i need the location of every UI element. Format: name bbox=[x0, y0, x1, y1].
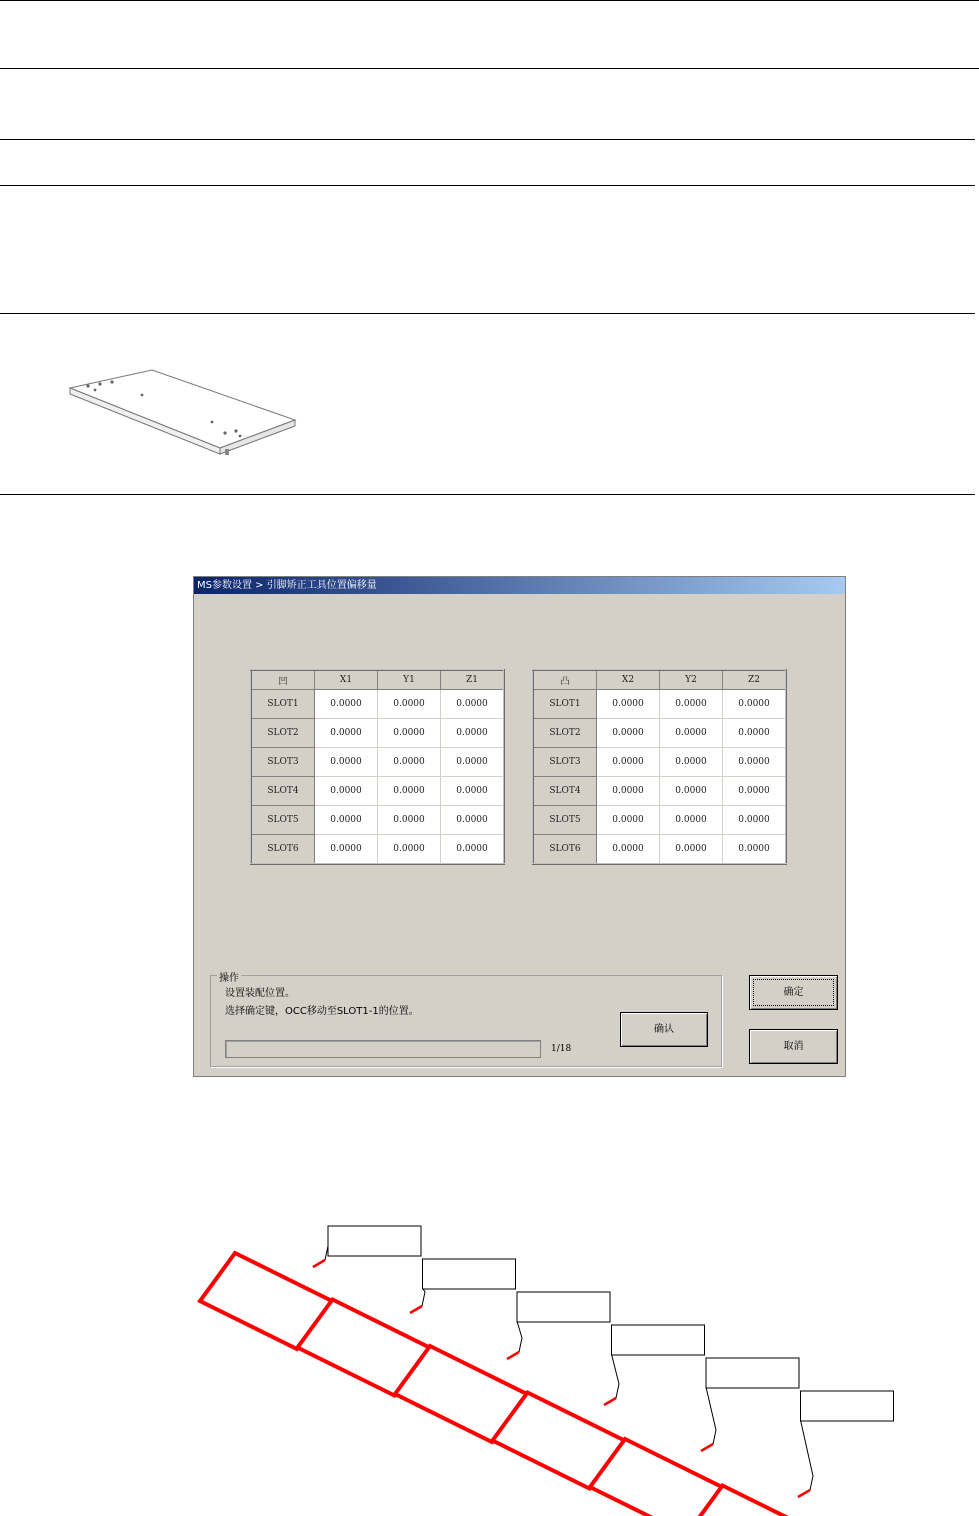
concave-value-cell[interactable]: 0.0000 bbox=[378, 777, 441, 806]
concave-slot-label: SLOT1 bbox=[251, 690, 315, 719]
convex-slot-label: SLOT5 bbox=[533, 806, 597, 835]
operation-instruction-2: 选择确定键，OCC移动至SLOT1-1的位置。 bbox=[225, 1006, 419, 1017]
concave-value-cell[interactable]: 0.0000 bbox=[315, 835, 378, 865]
dialog-title: MS参数设置 > 引脚矫正工具位置偏移量 bbox=[194, 577, 845, 594]
table-row bbox=[533, 835, 786, 865]
convex-value-cell[interactable]: 0.0000 bbox=[597, 806, 660, 835]
convex-header-2: Y2 bbox=[660, 670, 723, 690]
convex-value-cell[interactable]: 0.0000 bbox=[723, 806, 787, 835]
slot-label-box bbox=[423, 1259, 516, 1289]
concave-value-cell[interactable]: 0.0000 bbox=[378, 719, 441, 748]
concave-slot-label: SLOT3 bbox=[251, 748, 315, 777]
concave-value-cell[interactable]: 0.0000 bbox=[315, 690, 378, 719]
slot-leader-line bbox=[706, 1387, 716, 1444]
concave-slot-label: SLOT2 bbox=[251, 719, 315, 748]
table-row bbox=[251, 719, 504, 748]
operation-group-label: 操作 bbox=[217, 969, 241, 984]
convex-value-cell[interactable]: 0.0000 bbox=[597, 777, 660, 806]
convex-value-cell[interactable]: 0.0000 bbox=[660, 719, 723, 748]
concave-value-cell[interactable]: 0.0000 bbox=[315, 777, 378, 806]
slot-layout-diagram bbox=[0, 1215, 979, 1516]
concave-header-0: 凹 bbox=[251, 670, 315, 690]
slot-label-box bbox=[801, 1391, 894, 1421]
ok-button[interactable]: 确定 bbox=[749, 975, 838, 1010]
concave-value-cell[interactable]: 0.0000 bbox=[378, 835, 441, 865]
slot-leader-line bbox=[612, 1354, 620, 1398]
slot-label-box bbox=[706, 1358, 799, 1388]
slot-leader-tick bbox=[410, 1306, 422, 1313]
convex-value-cell[interactable]: 0.0000 bbox=[597, 719, 660, 748]
table-row bbox=[533, 777, 786, 806]
convex-slot-label: SLOT4 bbox=[533, 777, 597, 806]
table-row bbox=[533, 690, 786, 719]
convex-value-cell[interactable]: 0.0000 bbox=[660, 748, 723, 777]
slot-leader-line bbox=[422, 1288, 425, 1306]
concave-value-cell[interactable]: 0.0000 bbox=[378, 690, 441, 719]
convex-value-cell[interactable]: 0.0000 bbox=[660, 806, 723, 835]
slot-leader-line bbox=[801, 1420, 814, 1490]
slot-leader-tick bbox=[313, 1260, 325, 1267]
tool-plate-illustration bbox=[60, 360, 310, 460]
concave-value-cell[interactable]: 0.0000 bbox=[441, 806, 505, 835]
convex-slot-label: SLOT1 bbox=[533, 690, 597, 719]
concave-value-cell[interactable]: 0.0000 bbox=[441, 777, 505, 806]
convex-value-cell[interactable]: 0.0000 bbox=[597, 690, 660, 719]
concave-value-cell[interactable]: 0.0000 bbox=[315, 719, 378, 748]
table-rule-6 bbox=[0, 494, 975, 495]
cancel-button[interactable]: 取消 bbox=[749, 1029, 838, 1064]
concave-header-1: X1 bbox=[315, 670, 378, 690]
table-row bbox=[533, 748, 786, 777]
slot-label-box bbox=[328, 1226, 421, 1256]
concave-value-cell[interactable]: 0.0000 bbox=[315, 748, 378, 777]
slot-leader-tick bbox=[701, 1444, 713, 1451]
concave-value-cell[interactable]: 0.0000 bbox=[315, 806, 378, 835]
concave-value-cell[interactable]: 0.0000 bbox=[441, 835, 505, 865]
table-rule-5 bbox=[0, 313, 975, 314]
concave-header-2: Y1 bbox=[378, 670, 441, 690]
concave-slot-label: SLOT4 bbox=[251, 777, 315, 806]
convex-value-cell[interactable]: 0.0000 bbox=[723, 719, 787, 748]
concave-value-cell[interactable]: 0.0000 bbox=[441, 690, 505, 719]
slot-leader-tick bbox=[507, 1352, 519, 1359]
table-row bbox=[251, 748, 504, 777]
convex-value-cell[interactable]: 0.0000 bbox=[660, 777, 723, 806]
concave-value-cell[interactable]: 0.0000 bbox=[441, 748, 505, 777]
table-rule-1 bbox=[0, 0, 979, 1]
concave-value-cell[interactable]: 0.0000 bbox=[441, 719, 505, 748]
slot-leader-tick bbox=[604, 1398, 616, 1405]
convex-value-cell[interactable]: 0.0000 bbox=[597, 835, 660, 865]
table-rule-2 bbox=[0, 68, 979, 69]
operation-instruction-1: 设置装配位置。 bbox=[225, 988, 295, 999]
table-row bbox=[251, 777, 504, 806]
table-row bbox=[533, 806, 786, 835]
table-row bbox=[251, 690, 504, 719]
concave-slot-label: SLOT5 bbox=[251, 806, 315, 835]
slot-label-box bbox=[612, 1325, 705, 1355]
convex-slot-label: SLOT2 bbox=[533, 719, 597, 748]
operation-group bbox=[210, 975, 722, 1067]
offset-settings-dialog bbox=[193, 576, 846, 1077]
concave-header-3: Z1 bbox=[441, 670, 505, 690]
convex-value-cell[interactable]: 0.0000 bbox=[660, 835, 723, 865]
convex-header-3: Z2 bbox=[723, 670, 787, 690]
table-rule-3 bbox=[0, 139, 975, 140]
convex-value-cell[interactable]: 0.0000 bbox=[723, 748, 787, 777]
table-row bbox=[533, 719, 786, 748]
table-row bbox=[251, 835, 504, 865]
concave-slot-label: SLOT6 bbox=[251, 835, 315, 865]
convex-value-cell[interactable]: 0.0000 bbox=[723, 835, 787, 865]
slot-leader-tick bbox=[798, 1490, 810, 1497]
table-rule-4 bbox=[0, 185, 975, 186]
slot-leader-line bbox=[517, 1321, 522, 1352]
concave-offset-table bbox=[250, 669, 505, 865]
convex-header-0: 凸 bbox=[533, 670, 597, 690]
convex-slot-label: SLOT3 bbox=[533, 748, 597, 777]
convex-value-cell[interactable]: 0.0000 bbox=[723, 777, 787, 806]
concave-value-cell[interactable]: 0.0000 bbox=[378, 806, 441, 835]
convex-value-cell[interactable]: 0.0000 bbox=[723, 690, 787, 719]
confirm-step-button[interactable]: 确认 bbox=[620, 1012, 708, 1047]
concave-value-cell[interactable]: 0.0000 bbox=[378, 748, 441, 777]
progress-count: 1/18 bbox=[551, 1044, 572, 1054]
slot-label-box bbox=[517, 1292, 610, 1322]
convex-value-cell[interactable]: 0.0000 bbox=[660, 690, 723, 719]
convex-slot-label: SLOT6 bbox=[533, 835, 597, 865]
progress-bar bbox=[225, 1040, 541, 1058]
convex-value-cell[interactable]: 0.0000 bbox=[597, 748, 660, 777]
convex-header-1: X2 bbox=[597, 670, 660, 690]
table-row bbox=[251, 806, 504, 835]
convex-offset-table bbox=[532, 669, 787, 865]
